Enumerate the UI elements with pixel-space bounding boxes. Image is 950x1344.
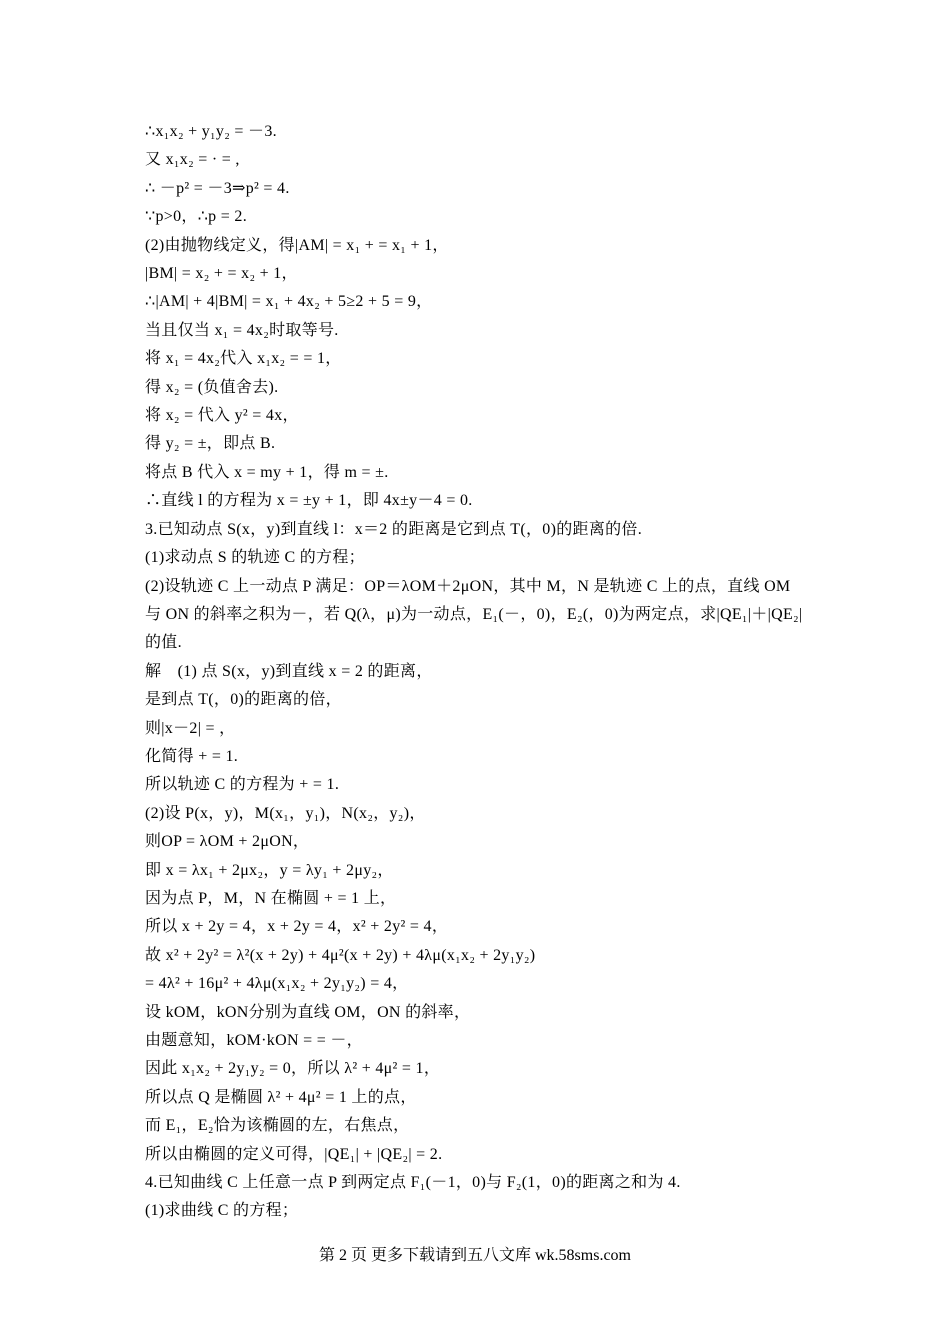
text-line: (2)由抛物线定义，得|AM| = x₁ + = x₁ + 1， (145, 236, 449, 254)
text-line: 化简得 + = 1. (145, 747, 239, 765)
text-line: 因此 x₁x₂ + 2y₁y₂ = 0，所以 λ² + 4μ² = 1， (145, 1060, 441, 1078)
text-line: 即 x = λx₁ + 2μx₂，y = λy₁ + 2μy₂， (145, 861, 394, 879)
text-line: |BM| = x₂ + = x₂ + 1， (145, 265, 298, 283)
text-line: = 4λ² + 16μ² + 4λμ(x₁x₂ + 2y₁y₂) = 4， (145, 975, 409, 993)
problem-3-statement: 3.已知动点 S(x，y)到直线 l：x＝2 的距离是它到点 T(，0)的距离的倍. (145, 520, 643, 538)
text-line: 将点 B 代入 x = my + 1，得 m = ±. (145, 463, 389, 481)
text-line: 则|x－2| = ， (145, 719, 236, 737)
text-line: 所以点 Q 是椭圆 λ² + 4μ² = 1 上的点， (145, 1088, 417, 1106)
text-line: 而 E₁，E₂恰为该椭圆的左，右焦点， (145, 1117, 410, 1135)
text-line: 将 x₂ = 代入 y² = 4x， (145, 407, 299, 425)
document-body (145, 118, 810, 1226)
text-line: (1)求曲线 C 的方程； (145, 1202, 299, 1220)
text-line: 当且仅当 x₁ = 4x₂时取等号. (145, 321, 339, 339)
text-line: 得 x₂ = (负值舍去). (145, 378, 279, 396)
text-line: (2)设 P(x，y)，M(x₁，y₁)，N(x₂，y₂)， (145, 804, 426, 822)
text-line: 是到点 T(，0)的距离的倍， (145, 691, 342, 709)
text-line: ∵p>0，∴p = 2. (145, 208, 248, 226)
text-line: ∴|AM| + 4|BM| = x₁ + 4x₂ + 5≥2 + 5 = 9， (145, 293, 433, 311)
text-line: ∴ －p² = －3⇒p² = 4. (145, 179, 290, 197)
text-line: 所以轨迹 C 的方程为 + = 1. (145, 776, 340, 794)
text-line: 得 y₂ = ±，即点 B. (145, 435, 276, 453)
page-footer: 第 2 页 更多下载请到五八文库 wk.58sms.com (318, 1247, 631, 1264)
text-line: 则OP = λOM + 2μON， (145, 833, 310, 851)
text-line: ∴x₁x₂ + y₁y₂ = －3. (145, 123, 277, 140)
problem-3-part-2: (2)设轨迹 C 上一动点 P 满足：OP＝λOM＋2μON，其中 M，N 是轨迹 C 上的点，直线 OM 与 ON 的斜率之积为－，若 Q(λ，μ)为一动点，E₁(－，0)，E₂(，0)为两定点，求|QE₁|＋|QE₂|的值. (145, 577, 803, 652)
text-line: 又 x₁x₂ = · = , (145, 151, 240, 169)
text-line: 所以 x + 2y = 4，x + 2y = 4，x² + 2y² = 4， (145, 918, 449, 936)
text-line: 故 x² + 2y² = λ²(x + 2y) + 4μ²(x + 2y) + 4λμ(x₁x₂ + 2y₁y₂) (145, 946, 536, 964)
text-line: 所以由椭圆的定义可得，|QE₁| + |QE₂| = 2. (145, 1145, 443, 1163)
text-line: ∴直线 l 的方程为 x = ±y + 1，即 4x±y－4 = 0. (145, 492, 473, 510)
text-line: 将 x₁ = 4x₂代入 x₁x₂ = = 1， (145, 350, 342, 368)
text-line: 设 kOM，kON分别为直线 OM，ON 的斜率， (145, 1003, 471, 1021)
text-line: (1)求动点 S 的轨迹 C 的方程； (145, 549, 365, 567)
text-line: 由题意知，kOM·kON = = －， (145, 1032, 363, 1049)
text-line: 因为点 P，M，N 在椭圆 + = 1 上， (145, 889, 397, 907)
problem-4-statement: 4.已知曲线 C 上任意一点 P 到两定点 F₁(－1，0)与 F₂(1，0)的距离之和为 4. (145, 1174, 681, 1192)
solution-start: 解 (1) 点 S(x，y)到直线 x = 2 的距离， (145, 662, 433, 680)
